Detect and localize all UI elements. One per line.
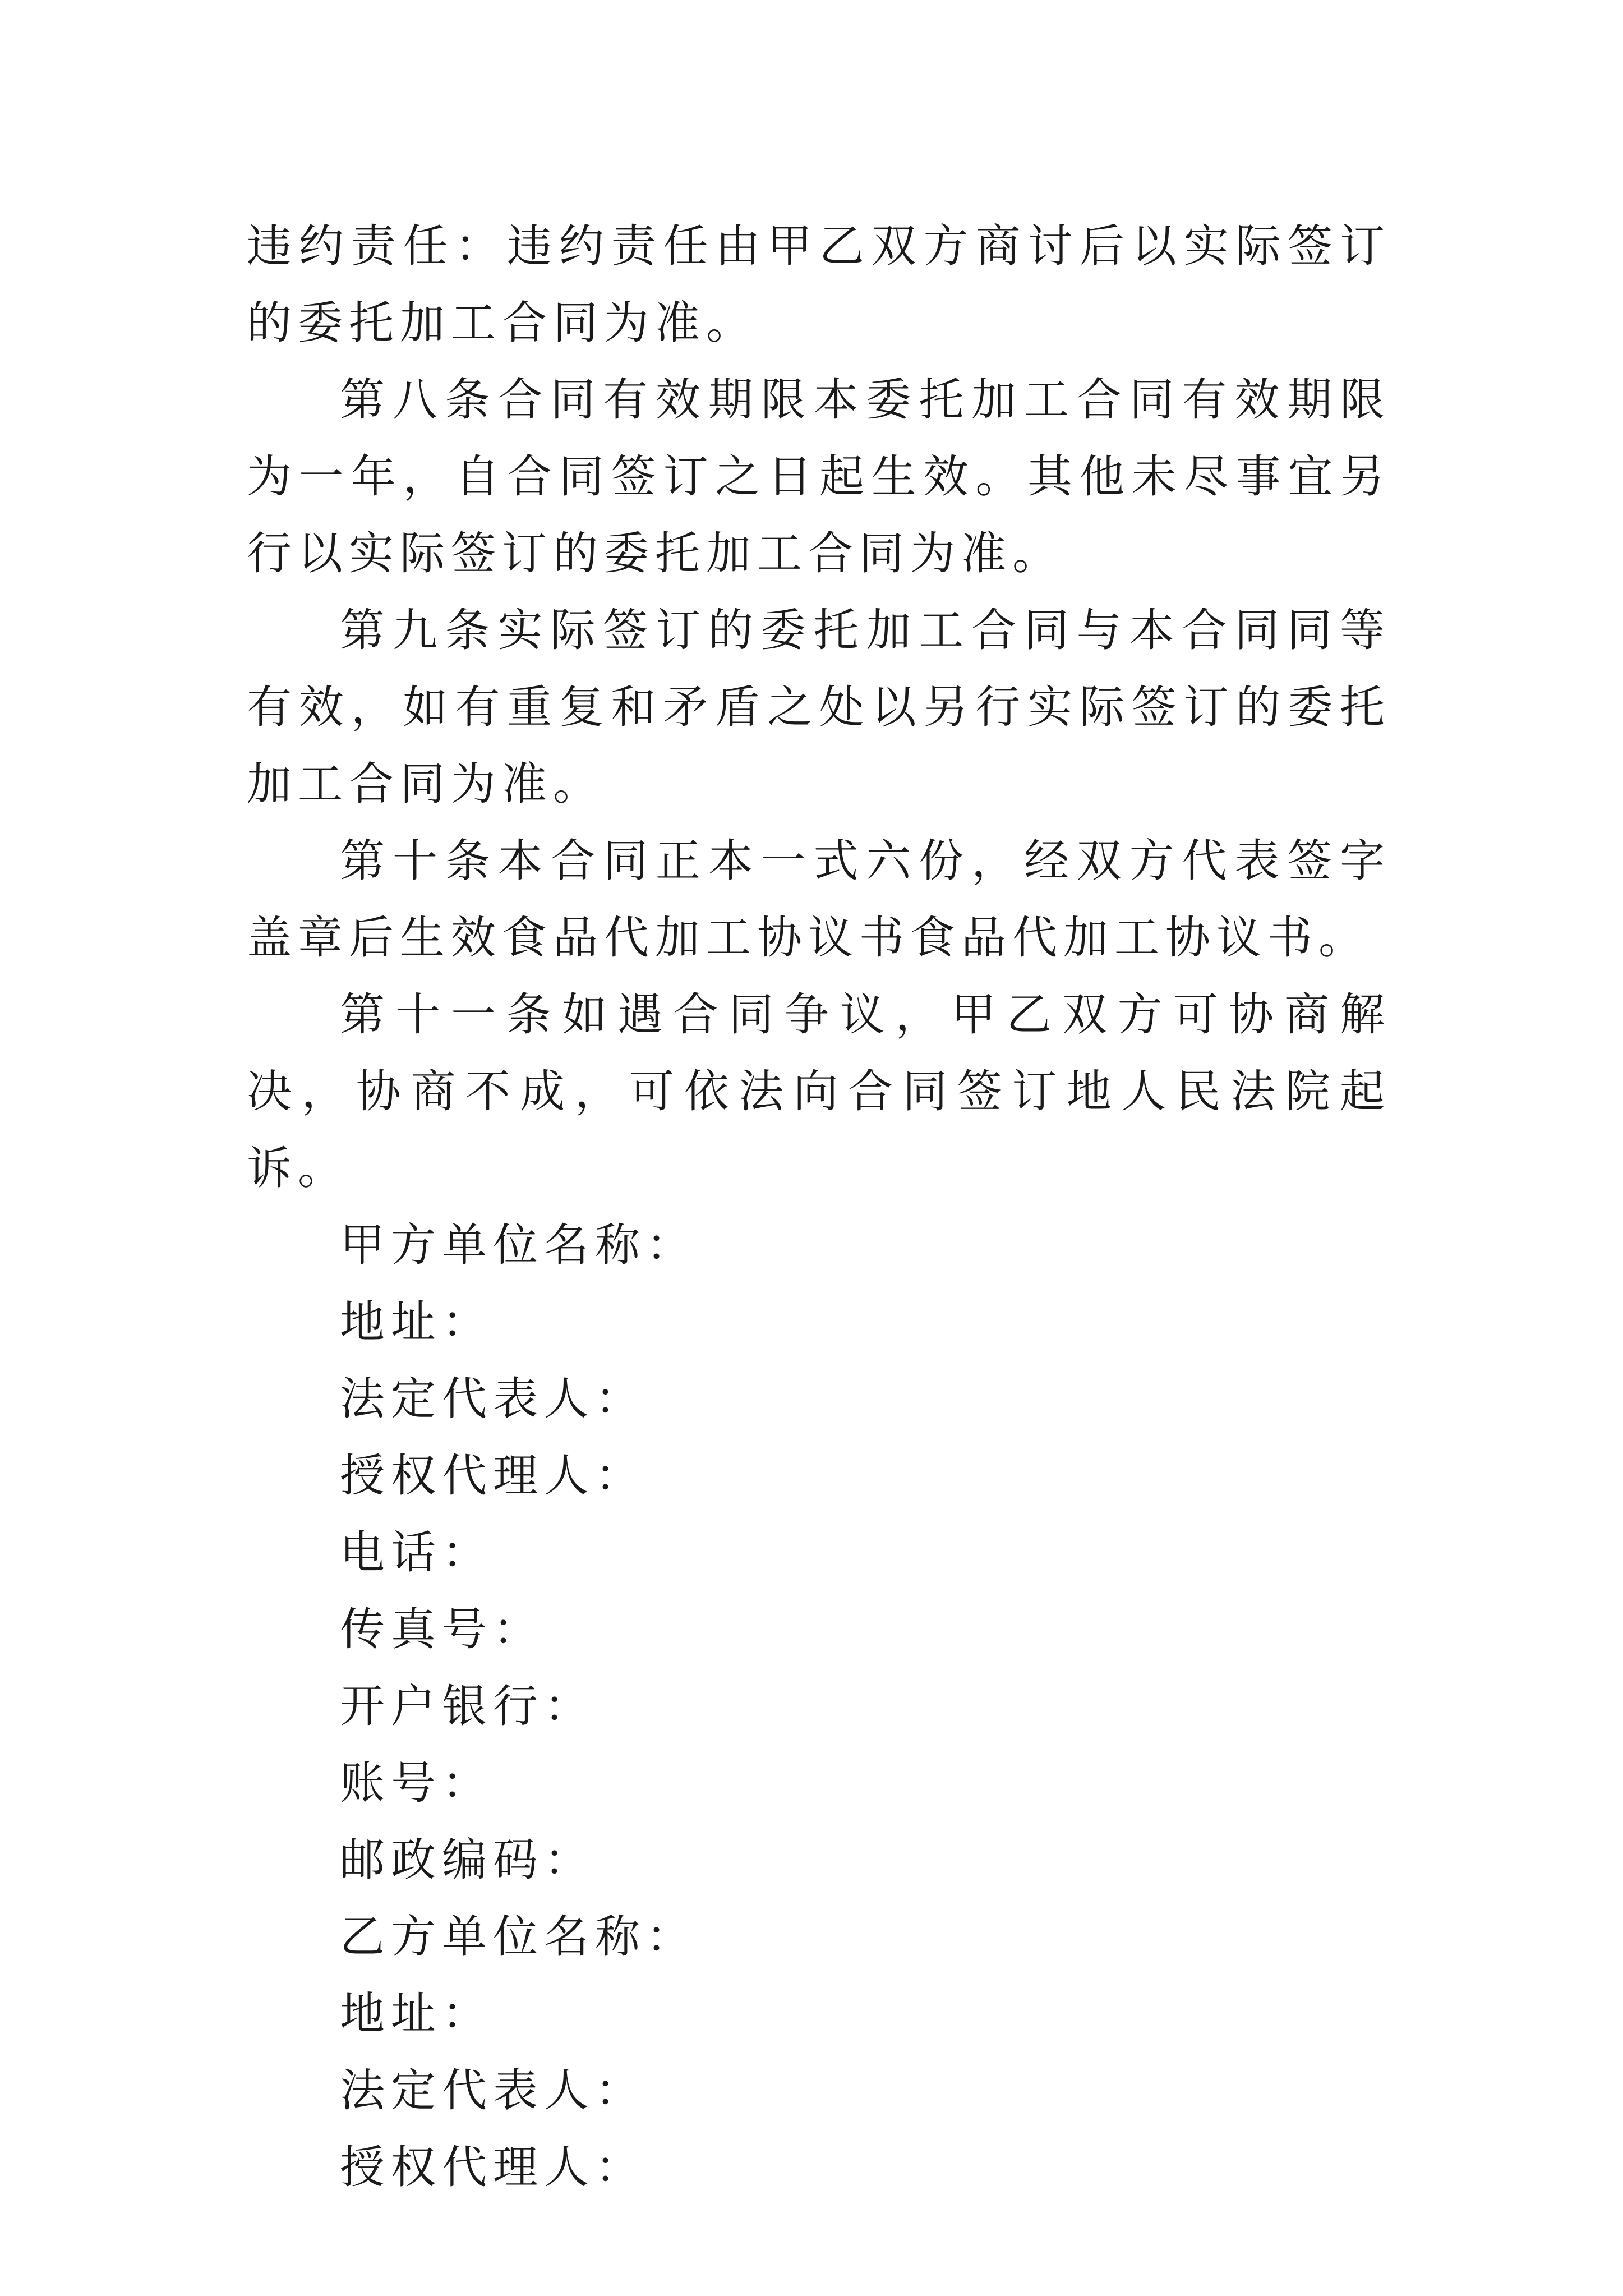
party-a-block: [247, 1207, 1391, 1898]
party-a-legal-rep-label: 法定代表人：: [340, 1373, 646, 1425]
party-a-fax-label: 传真号：: [340, 1603, 544, 1655]
clause-eleven-disputes: 第十一条如遇合同争议，甲乙双方可协商解决，协商不成，可依法向合同签订地人民法院起诉。: [247, 988, 1391, 1194]
clause-ten-copies: 第十条本合同正本一式六份，经双方代表签字盖章后生效食品代加工协议书食品代加工协议书。: [247, 835, 1391, 964]
clause-breach-liability: 违约责任：违约责任由甲乙双方商讨后以实际签订的委托加工合同为准。: [247, 220, 1391, 349]
party-a-bank-label: 开户银行：: [340, 1680, 595, 1732]
party-a-phone-label: 电话：: [340, 1526, 493, 1579]
party-a-name-label: 甲方单位名称：: [340, 1219, 697, 1271]
party-a-address-label: 地址：: [340, 1296, 493, 1348]
party-b-legal-rep-label: 法定代表人：: [340, 2064, 646, 2116]
party-b-name-label: 乙方单位名称：: [340, 1911, 697, 1963]
party-b-agent-label: 授权代理人：: [340, 2141, 646, 2193]
document-body: [247, 208, 1391, 2206]
party-a-postcode-label: 邮政编码：: [340, 1834, 595, 1886]
party-b-address-label: 地址：: [340, 1987, 493, 2040]
clause-nine-equal-effect: 第九条实际签订的委托加工合同与本合同同等有效，如有重复和矛盾之处以另行实际签订的委托加工合同为准。: [247, 604, 1391, 810]
party-b-block: [247, 1898, 1391, 2206]
clause-eight-validity-period: 第八条合同有效期限本委托加工合同有效期限为一年，自合同签订之日起生效。其他未尽事宜另行以实际签订的委托加工合同为准。: [247, 374, 1391, 579]
party-a-agent-label: 授权代理人：: [340, 1450, 646, 1502]
party-a-account-label: 账号：: [340, 1757, 493, 1809]
